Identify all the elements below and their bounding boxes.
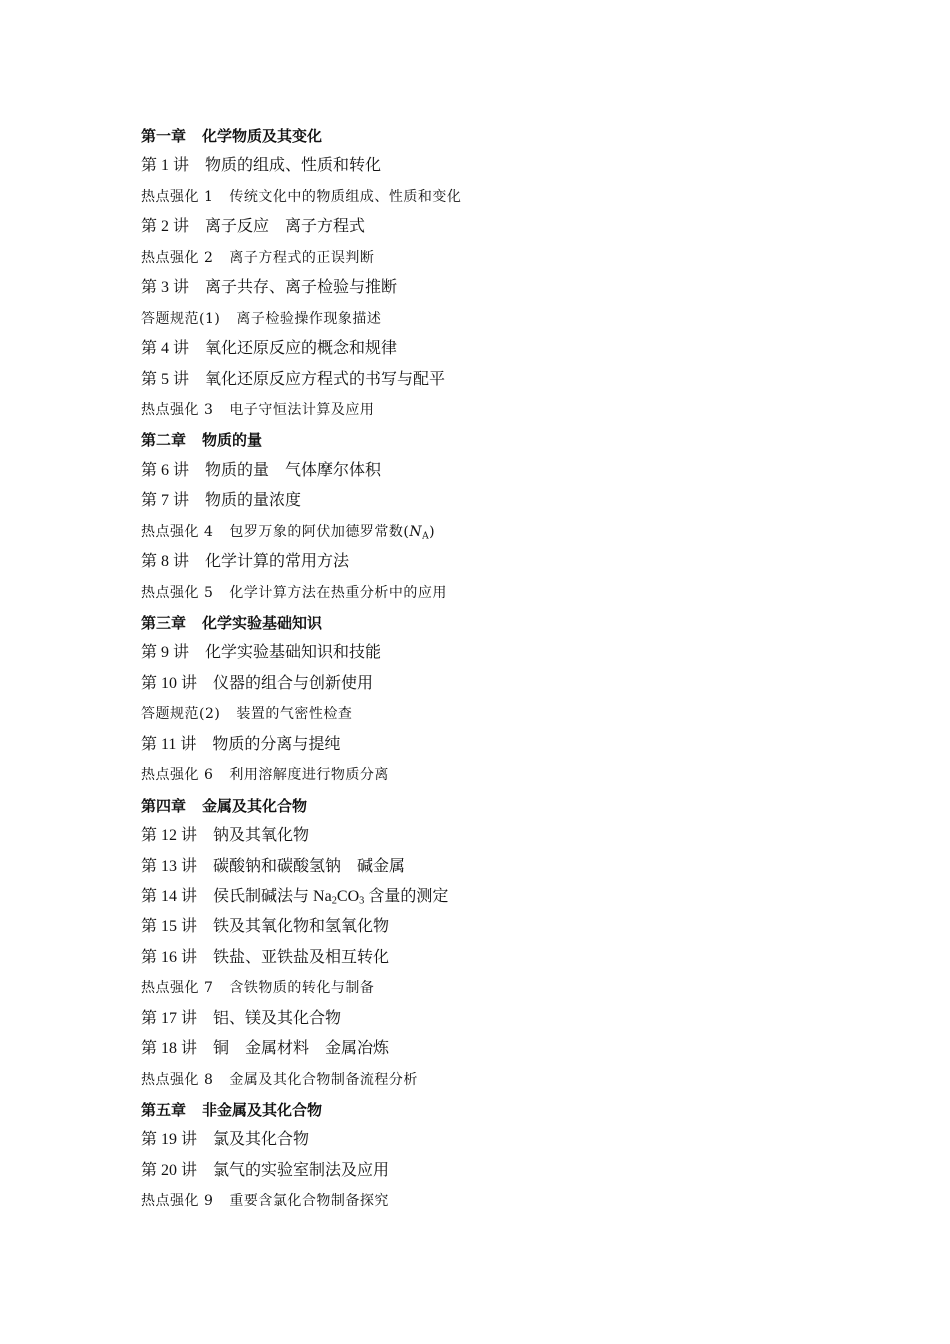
entry-title: 化学实验基础知识 [202,614,323,632]
entry-title: 铁及其氧化物和氢氧化物 [213,918,390,936]
entry-label: 热点强化 8 [141,1071,214,1088]
entry-title: 物质的组成、性质和转化 [205,157,382,175]
special-entry[interactable] [141,699,901,729]
entry-label: 第 10 讲 [141,674,198,692]
lecture-entry[interactable] [141,486,901,516]
entry-label: 第 17 讲 [141,1009,198,1027]
entry-title: 氧化还原反应的概念和规律 [205,340,398,358]
entry-title-suffix: 含量的测定 [364,887,449,905]
lecture-entry[interactable] [141,1156,901,1186]
entry-label: 第 13 讲 [141,857,198,875]
entry-label: 第 2 讲 [141,218,190,236]
entry-label: 答题规范(1) [141,310,221,327]
entry-title: 化学计算的常用方法 [205,553,350,571]
entry-label: 热点强化 2 [141,249,214,266]
entry-title: 钠及其氧化物 [213,827,310,845]
entry-title: 离子检验操作现象描述 [236,310,382,327]
entry-label: 热点强化 7 [141,980,214,997]
entry-label: 第三章 [141,614,187,632]
entry-label: 第 14 讲 [141,887,198,905]
lecture-entry[interactable] [141,212,901,242]
entry-title: 包罗万象的阿伏加德罗常数( [229,523,410,540]
entry-label: 第 20 讲 [141,1161,198,1179]
entry-label: 热点强化 4 [141,523,214,540]
subscript: 2 [331,895,337,907]
entry-title: 金属及其化合物制备流程分析 [229,1071,418,1088]
entry-label: 热点强化 1 [141,188,214,205]
entry-title: 物质的分离与提纯 [212,735,341,753]
special-entry[interactable] [141,395,901,425]
entry-label: 第 18 讲 [141,1040,198,1058]
chapter-heading[interactable] [141,791,901,821]
entry-title: 化学物质及其变化 [202,127,323,145]
lecture-entry[interactable] [141,1034,901,1064]
entry-label: 第 16 讲 [141,948,198,966]
entry-label: 第 6 讲 [141,461,190,479]
entry-title: 离子共存、离子检验与推断 [205,279,398,297]
subscript: A [422,530,430,541]
entry-label: 第 11 讲 [141,735,197,753]
entry-label: 第一章 [141,127,187,145]
entry-title: 物质的量 气体摩尔体积 [205,461,382,479]
lecture-entry[interactable] [141,852,901,882]
chapter-heading[interactable] [141,608,901,638]
lecture-entry[interactable] [141,273,901,303]
special-entry[interactable] [141,182,901,212]
lecture-entry[interactable] [141,456,901,486]
entry-title: 装置的气密性检查 [236,706,353,723]
chapter-heading[interactable] [141,425,901,455]
entry-title: 传统文化中的物质组成、性质和变化 [229,188,462,205]
entry-title: 化学计算方法在热重分析中的应用 [229,584,447,601]
entry-label: 第 9 讲 [141,644,190,662]
special-entry[interactable] [141,760,901,790]
entry-label: 第 7 讲 [141,492,190,510]
entry-label: 第 1 讲 [141,157,190,175]
entry-title: 离子反应 离子方程式 [205,218,366,236]
entry-title: 物质的量浓度 [205,492,302,510]
lecture-entry[interactable] [141,730,901,760]
lecture-entry[interactable] [141,912,901,942]
entry-title: 侯氏制碱法与 Na [213,887,332,905]
entry-title: 电子守恒法计算及应用 [229,401,375,418]
entry-title: 氧化还原反应方程式的书写与配平 [205,370,446,388]
entry-title: 利用溶解度进行物质分离 [229,767,389,784]
subscript: 3 [359,895,365,907]
entry-title: 铝、镁及其化合物 [213,1009,342,1027]
entry-label: 热点强化 5 [141,584,214,601]
special-entry[interactable] [141,973,901,1003]
entry-label: 热点强化 6 [141,767,214,784]
lecture-entry[interactable] [141,943,901,973]
entry-label: 第四章 [141,796,187,815]
special-entry[interactable] [141,304,901,334]
lecture-entry[interactable] [141,334,901,364]
math-symbol: N [409,523,423,540]
entry-title: 仪器的组合与创新使用 [213,674,374,692]
entry-label: 第二章 [141,431,187,450]
special-entry[interactable] [141,517,901,547]
entry-title: 非金属及其化合物 [202,1101,323,1119]
entry-label: 第 8 讲 [141,553,190,571]
entry-title: 重要含氯化合物制备探究 [229,1193,389,1210]
lecture-entry[interactable] [141,882,901,912]
entry-title: 铁盐、亚铁盐及相互转化 [213,948,390,966]
lecture-entry[interactable] [141,669,901,699]
entry-label: 第 19 讲 [141,1131,198,1149]
entry-label: 热点强化 3 [141,401,214,418]
special-entry[interactable] [141,578,901,608]
entry-label: 第 4 讲 [141,340,190,358]
entry-title: 物质的量 [202,431,263,450]
formula-part: CO [336,887,360,905]
entry-label: 第 15 讲 [141,918,198,936]
entry-title: 氯气的实验室制法及应用 [213,1161,390,1179]
entry-label: 第 12 讲 [141,827,198,845]
special-entry[interactable] [141,1065,901,1095]
lecture-entry[interactable] [141,1004,901,1034]
entry-title: 铜 金属材料 金属冶炼 [213,1040,390,1058]
lecture-entry[interactable] [141,151,901,181]
lecture-entry[interactable] [141,638,901,668]
chapter-heading[interactable] [141,121,901,151]
special-entry[interactable] [141,1186,901,1216]
lecture-entry[interactable] [141,821,901,851]
entry-label: 第 5 讲 [141,370,190,388]
entry-title: 化学实验基础知识和技能 [205,644,382,662]
entry-label: 答题规范(2) [141,706,221,723]
entry-label: 热点强化 9 [141,1193,214,1210]
lecture-entry[interactable] [141,365,901,395]
lecture-entry[interactable] [141,1125,901,1155]
entry-title: 金属及其化合物 [202,796,308,815]
entry-title: 氯及其化合物 [213,1131,310,1149]
entry-label: 第 3 讲 [141,279,190,297]
table-of-contents [141,121,901,1217]
entry-title-suffix: ) [429,523,436,540]
entry-title: 离子方程式的正误判断 [229,249,375,266]
lecture-entry[interactable] [141,547,901,577]
entry-title: 含铁物质的转化与制备 [229,980,375,997]
entry-label: 第五章 [141,1101,187,1119]
entry-title: 碳酸钠和碳酸氢钠 碱金属 [213,857,406,875]
chapter-heading[interactable] [141,1095,901,1125]
special-entry[interactable] [141,243,901,273]
